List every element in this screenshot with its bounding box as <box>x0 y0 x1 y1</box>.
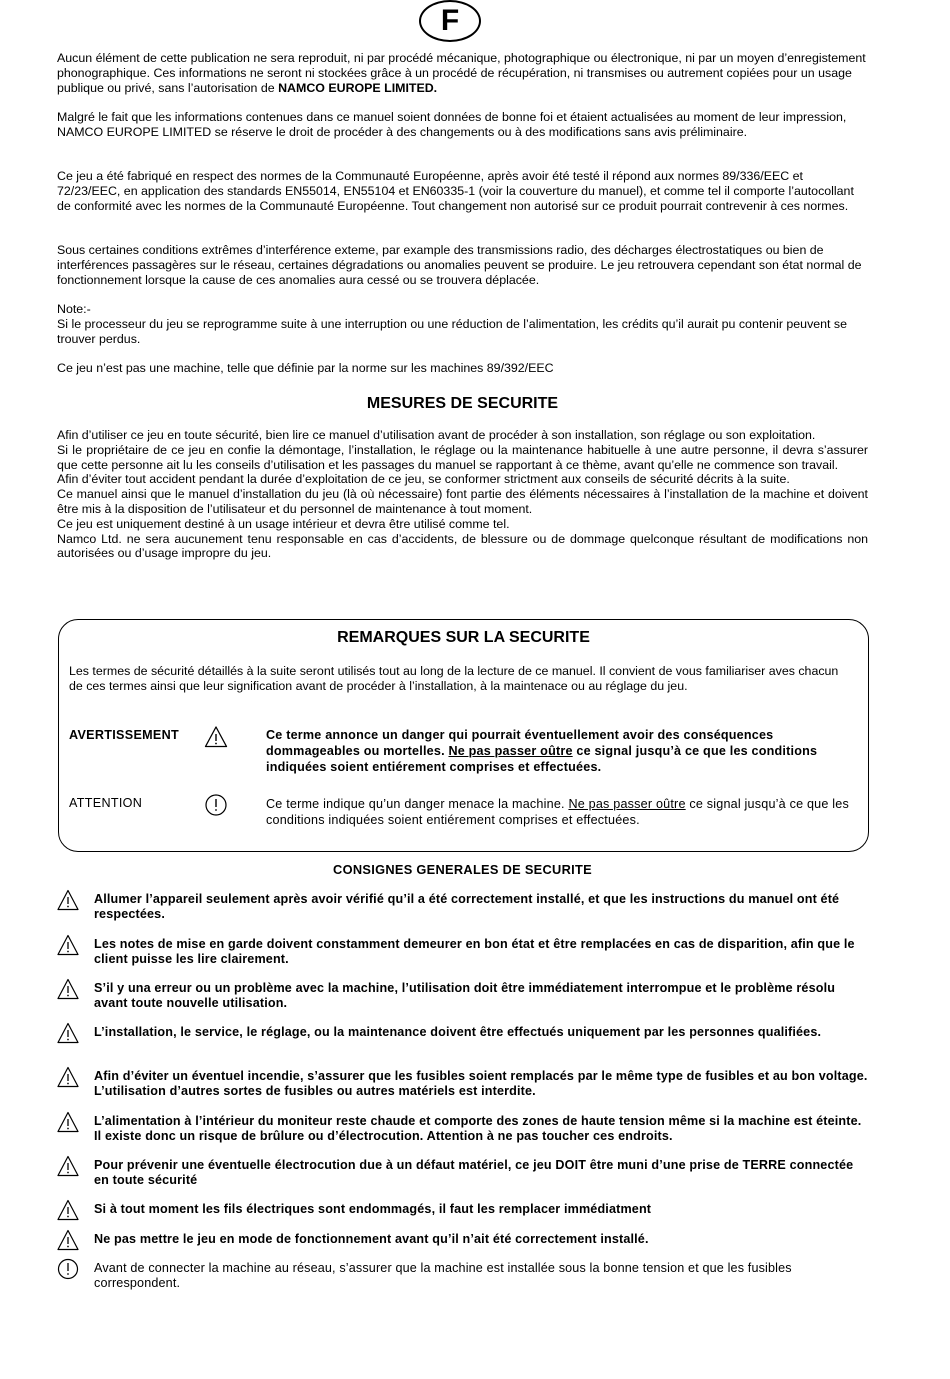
attention-description <box>266 796 856 828</box>
warning-triangle-icon <box>57 1111 79 1133</box>
safety-rule-text: L’alimentation à l’intérieur du moniteur reste chaude et comporte des zones de haute tension même si la machine est éteinte. Il existe donc un risque de brûlure ou d’électrocution. Attention à ne pas toucher ces endroits. <box>94 1114 862 1143</box>
warning-triangle-icon <box>57 1199 79 1221</box>
attention-term: ATTENTION <box>69 796 143 810</box>
caution-circle-icon <box>204 793 228 817</box>
warning-desc-end: ce signal jusqu’à ce que les conditions indiquées soient entiérement comprises et effectuées. <box>266 744 818 774</box>
remarques-intro: Les termes de sécurité détaillés à la suite seront utilisés tout au long de la lecture de ce manuel. Il convient de vous familiariser aves chacun de ces termes ainsi que leur signification avant de procéder à l’installation, à la maintenace ou au réglage du jeu. <box>69 664 839 693</box>
safety-rule-item <box>57 1202 868 1236</box>
warning-triangle-icon <box>57 1155 79 1177</box>
interference-paragraph: Sous certaines conditions extrêmes d’interférence exteme, par example des transmissions radio, des décharges électrostatiques ou bien de interférences passagères sur le réseau, certaines dégradations ou anomalies peuvent se produire. Le jeu retrouvera cependant son état normal de fonctionnement lorsque la cause de ces anomalies aura cessé ou se trouvera déplacée. <box>57 243 862 287</box>
attention-desc-end: ce signal jusqu’à ce que les conditions indiquées soient entiérement comprises et effectuées. <box>266 797 849 827</box>
remarques-box <box>58 619 869 852</box>
warning-triangle-icon <box>57 978 79 1000</box>
mesures-line: Afin d’utiliser ce jeu en toute sécurité, bien lire ce manuel d’utilisation avant de procéder à son installation, son réglage ou son exploitation. <box>57 428 816 442</box>
language-badge <box>419 0 481 42</box>
safety-rule-text: Les notes de mise en garde doivent constamment demeurer en bon état et être remplacées en cas de disparition, afin que le client puisse les lire clairement. <box>94 937 855 966</box>
warning-triangle-icon <box>57 889 79 911</box>
consignes-heading: CONSIGNES GENERALES DE SECURITE <box>333 862 592 877</box>
warning-triangle-icon <box>204 725 228 749</box>
safety-rule-text: S’il y una erreur ou un problème avec la machine, l’utilisation doit être immédiatement interrompue et le problème résolu avant toute nouvelle utilisation. <box>94 981 836 1010</box>
mesures-line: Namco Ltd. ne sera aucunement tenu responsable en cas d’accidents, de blessure ou de dommage quelconque résultant de modifications non autorisées ou d’usage impropre du jeu. <box>57 531 868 561</box>
mesures-line: Afin d’éviter tout accident pendant la durée d’exploitation de ce jeu, se conformer strictment aux conseils de sécurité décrits à la suite. <box>57 472 790 487</box>
attention-desc-start: Ce terme indique qu’un danger menace la machine. <box>266 797 569 811</box>
safety-rule-item <box>57 1069 868 1103</box>
note-label: Note:- <box>57 302 91 316</box>
safety-rule-text: L’installation, le service, le réglage, ou la maintenance doivent être effectués uniquement par les personnes qualifiées. <box>94 1025 822 1039</box>
disclaimer-paragraph: Malgré le fait que les informations contenues dans ce manuel soient données de bonne foi et étaient actualisées au moment de leur impression, NAMCO EUROPE LIMITED se réserve le droit de procéder à des changements ou à des modifications sans avis préliminaire. <box>57 110 847 139</box>
attention-desc-underlined: Ne pas passer oûtre <box>568 797 686 811</box>
remarques-heading: REMARQUES SUR LA SECURITE <box>337 629 590 646</box>
mesures-line: Si le propriétaire de ce jeu en confie la démontage, l’installation, le réglage ou la maintenance habituelle à une autre personne, il devra s’assurer que cette personne ait lu les conseils d’utilisation et les passages du manuel se rapportant à ce thème, avant qu’elle ne commence son travail. <box>57 442 868 472</box>
safety-rule-text: Allumer l’appareil seulement après avoir vérifié qu’il a été correctement installé, et que les instructions du manuel ont été respectées. <box>94 892 840 921</box>
mesures-line: Ce jeu est uniquement destiné à un usage intérieur et devra être utilisé comme tel. <box>57 516 510 531</box>
warning-desc-underlined: Ne pas passer oûtre <box>448 744 573 758</box>
warning-term: AVERTISSEMENT <box>69 728 180 742</box>
safety-rule-text: Afin d’éviter un éventuel incendie, s’assurer que les fusibles soient remplacés par le même type de fusibles et au bon voltage. L’utilisation d’autres sortes de fusibles ou autres matériels est interdite. <box>94 1069 868 1098</box>
safety-rule-item <box>57 892 868 926</box>
mesures-heading: MESURES DE SECURITE <box>366 395 559 412</box>
warning-triangle-icon <box>57 1066 79 1088</box>
safety-rule-item <box>57 1158 868 1192</box>
copyright-paragraph <box>57 51 868 95</box>
safety-rule-text: Avant de connecter la machine au réseau, s’assurer que la machine est installée sous la bonne tension et que les fusibles correspondent. <box>94 1261 792 1290</box>
mesures-body <box>57 428 868 561</box>
safety-rule-text: Pour prévenir une éventuelle électrocution due à un défaut matériel, ce jeu DOIT être muni d’une prise de TERRE connectée en toute sécurité <box>94 1158 854 1187</box>
note-paragraph: Si le processeur du jeu se reprogramme suite à une interruption ou une réduction de l’alimentation, les crédits qu’il aurait pu contenir peuvent se trouver perdus. <box>57 317 848 346</box>
language-letter: F <box>440 4 460 37</box>
copyright-text: Aucun élément de cette publication ne sera reproduit, ni par procédé mécanique, photographique ou électronique, ni par un moyen d’enregistement phonographique. Ces informations ne seront ni stockées grâce à un procédé de récupération, ni transmises ou autrement copiées pour un usage publique ou privé, sans l’autorisation de <box>57 51 866 95</box>
warning-description <box>266 727 856 775</box>
safety-rule-text: Si à tout moment les fils électriques sont endommagés, il faut les remplacer immédiatment <box>94 1202 652 1216</box>
warning-triangle-icon <box>57 1022 79 1044</box>
safety-rule-item <box>57 1025 868 1059</box>
safety-rule-item <box>57 981 868 1015</box>
warning-triangle-icon <box>57 1229 79 1251</box>
safety-rule-item <box>57 937 868 971</box>
safety-rule-item <box>57 1261 868 1295</box>
company-name: NAMCO EUROPE LIMITED. <box>278 80 438 95</box>
warning-triangle-icon <box>57 934 79 956</box>
mesures-line: Ce manuel ainsi que le manuel d’installation du jeu (là où nécessaire) font partie des éléments nécessaires à l’installation de la machine et doivent être mis à la disposition de l’utilisateur et du personnel de maintenance à tout moment. <box>57 487 868 516</box>
caution-circle-icon <box>57 1258 79 1280</box>
ce-compliance-paragraph: Ce jeu a été fabriqué en respect des normes de la Communauté Européenne, après avoir été testé il répond aux normes 89/336/EEC et 72/23/EEC, en application des standards EN55014, EN55104 et EN60335-1 (voir la couverture du manuel), et comme tel il comporte l’autocollant de conformité avec les normes de la Communauté Européenne. Tout changement non autorisé sur ce produit pourrait contrevenir à ces normes. <box>57 169 854 213</box>
safety-rule-item <box>57 1114 868 1148</box>
machine-directive-paragraph: Ce jeu n’est pas une machine, telle que définie par la norme sur les machines 89/392/EEC <box>57 361 554 375</box>
warning-desc-start: Ce terme annonce un danger qui pourrait éventuellement avoir des conséquences dommageables ou mortelles. <box>266 728 774 758</box>
safety-rule-text: Ne pas mettre le jeu en mode de fonctionnement avant qu’il n’ait été correctement installé. <box>94 1232 649 1246</box>
